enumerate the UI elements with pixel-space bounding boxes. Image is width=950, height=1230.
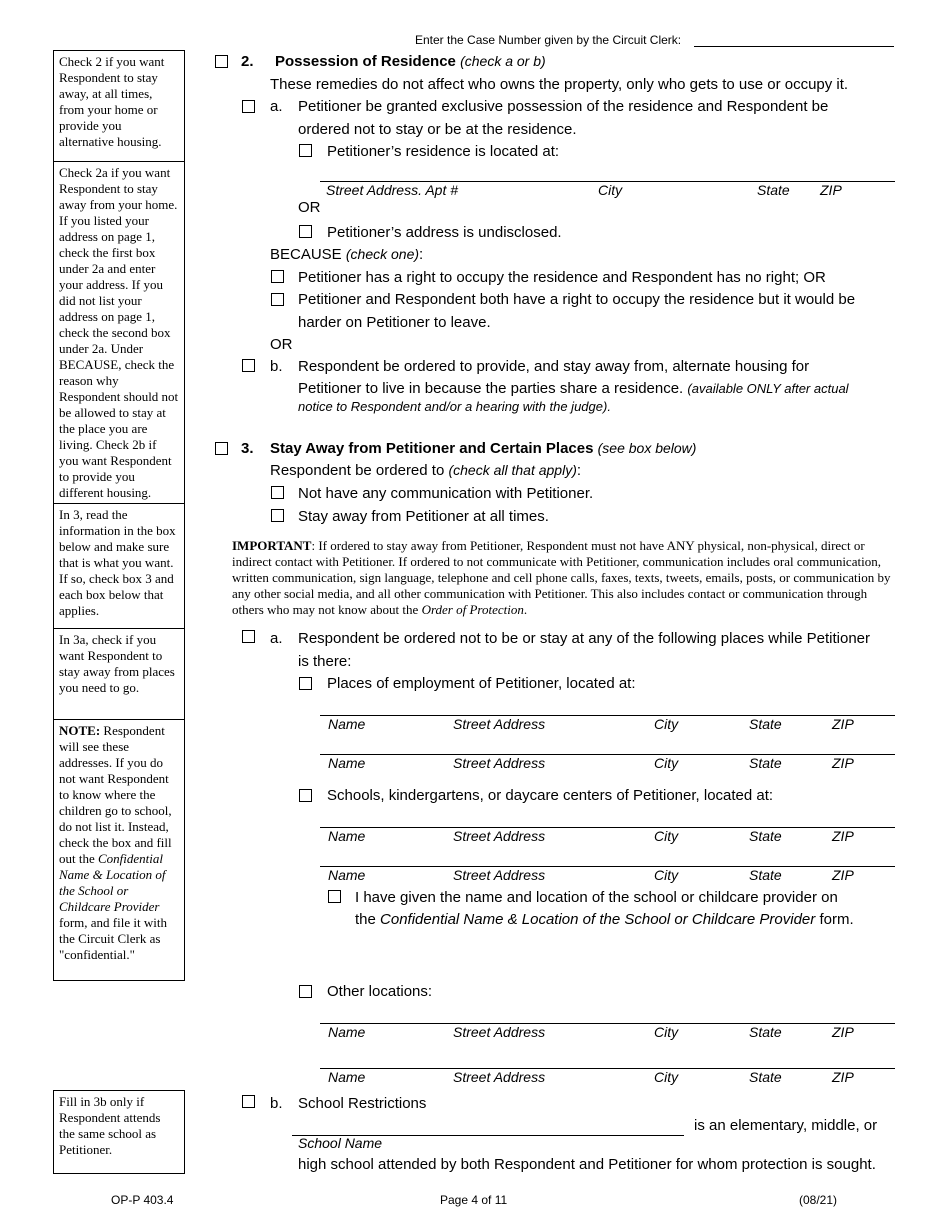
note-label: NOTE: (59, 723, 101, 738)
section3-checkbox[interactable] (215, 442, 228, 455)
section3-heading (270, 440, 696, 457)
col-street-label: Street Address (453, 828, 546, 844)
col-zip-label: ZIP (832, 828, 854, 844)
col-city-label: City (654, 1024, 679, 1040)
section3a-line1: Respondent be ordered not to be or stay at any of the following places while Petitioner (298, 630, 871, 647)
undisclosed-label: Petitioner’s address is undisclosed. (327, 224, 562, 241)
col-state-label: State (749, 867, 782, 883)
important-text: : If ordered to stay away from Petitioner, Respondent must not have ANY physical, non-physical, direct or indirect contact with Petitioner. If ordered to not communicate with Petitioner, communication includes oral communication, written communication, sign language, telephone and cell phone calls, faxes, texts, tweets, emails, posts, or communication by any other social media, and all other communication with Petitioner. This also includes contact or communication through others who may not know about the (232, 538, 891, 617)
section3-intro-colon: : (576, 462, 582, 479)
employment-row-2-field[interactable] (320, 754, 895, 755)
col-city-label: City (654, 755, 679, 771)
section2a-line2: ordered not to stay or be at the residence. (298, 121, 577, 138)
section2a-label: a. (270, 98, 283, 115)
because-heading (270, 246, 423, 263)
section2-heading (275, 53, 546, 70)
col-state-label: State (749, 1069, 782, 1085)
note-text-1: Respondent will see these addresses. If you do not want Respondent to know where the children go to school, do not list it. Instead, check the box and fill out the (59, 723, 172, 866)
section2-checkbox[interactable] (215, 55, 228, 68)
reason2-line2: harder on Petitioner to leave. (298, 314, 491, 331)
col-street-label: Street Address (453, 867, 546, 883)
section2a-line1: Petitioner be granted exclusive possession of the residence and Respondent be (298, 98, 829, 115)
important-notice (232, 538, 892, 618)
col-state-label: State (749, 1024, 782, 1040)
col-zip-label: ZIP (832, 1024, 854, 1040)
col-zip-label: ZIP (832, 1069, 854, 1085)
note-text-2: form, and file it with the Circuit Clerk as "confidential." (59, 915, 167, 962)
reason1-checkbox[interactable] (271, 270, 284, 283)
because-colon: : (419, 246, 424, 263)
stay-away-checkbox[interactable] (271, 509, 284, 522)
col-state-label: State (749, 828, 782, 844)
form-id: OP-P 403.4 (111, 1193, 174, 1207)
sidebar-box-section3: In 3, read the information in the box below and make sure that is what you want. If so, check box 3 and each box below that applies. (54, 503, 184, 628)
case-number-label: Enter the Case Number given by the Circuit Clerk: (415, 33, 682, 47)
confidential-line1: I have given the name and location of the school or childcare provider on (355, 889, 838, 906)
because-hint: (check one) (345, 246, 420, 262)
col-zip-label: ZIP (832, 755, 854, 771)
school-row-2-field[interactable] (320, 866, 895, 867)
section3a-line2: is there: (298, 653, 352, 670)
schools-label: Schools, kindergartens, or daycare centers of Petitioner, located at: (327, 787, 774, 804)
section2-intro: These remedies do not affect who owns the property, only who gets to use or occupy it. (270, 76, 849, 93)
col-name-label: Name (328, 755, 366, 771)
section3-number: 3. (241, 440, 254, 457)
sidebar-box-note (54, 719, 184, 980)
other-row-1-field[interactable] (320, 1023, 895, 1024)
section3-intro-hint: (check all that apply) (448, 462, 577, 478)
addr-zip-label: ZIP (820, 182, 842, 198)
other-row-2-field[interactable] (320, 1068, 895, 1069)
col-state-label: State (749, 716, 782, 732)
confidential-line2 (355, 911, 854, 928)
section3b-title: School Restrictions (298, 1095, 427, 1112)
col-street-label: Street Address (453, 755, 546, 771)
school-name-label: School Name (298, 1135, 383, 1151)
sidebar-box-section3a: In 3a, check if you want Respondent to stay away from places you need to go. (54, 628, 184, 719)
section3b-line2: high school attended by both Respondent and Petitioner for whom protection is sought. (298, 1156, 876, 1173)
or-label-1: OR (298, 199, 321, 216)
sidebar-instructions (53, 50, 185, 981)
reason1-label: Petitioner has a right to occupy the residence and Respondent has no right; OR (298, 269, 826, 286)
col-name-label: Name (328, 867, 366, 883)
section3-hint: (see box below) (597, 440, 697, 456)
undisclosed-checkbox[interactable] (299, 225, 312, 238)
section3a-checkbox[interactable] (242, 630, 255, 643)
col-city-label: City (654, 867, 679, 883)
section3-title: Stay Away from Petitioner and Certain Places (270, 440, 594, 457)
no-communication-label: Not have any communication with Petitioner. (298, 485, 594, 502)
residence-located-label: Petitioner’s residence is located at: (327, 143, 560, 160)
because-label: BECAUSE (270, 246, 342, 263)
col-city-label: City (654, 716, 679, 732)
case-number-field[interactable] (694, 46, 894, 47)
other-locations-checkbox[interactable] (299, 985, 312, 998)
addr-street-label: Street Address. Apt # (326, 182, 459, 198)
col-name-label: Name (328, 1024, 366, 1040)
important-end: . (523, 602, 528, 617)
employment-checkbox[interactable] (299, 677, 312, 690)
no-communication-checkbox[interactable] (271, 486, 284, 499)
section2b-line2 (298, 380, 849, 397)
other-locations-label: Other locations: (327, 983, 433, 1000)
section3-intro-text: Respondent be ordered to (270, 462, 445, 479)
section3b-tail: is an elementary, middle, or (694, 1117, 878, 1134)
addr-city-label: City (598, 182, 623, 198)
col-state-label: State (749, 755, 782, 771)
stay-away-label: Stay away from Petitioner at all times. (298, 508, 549, 525)
confidential-form-checkbox[interactable] (328, 890, 341, 903)
addr-state-label: State (757, 182, 790, 198)
employment-label: Places of employment of Petitioner, located at: (327, 675, 636, 692)
important-label: IMPORTANT (232, 538, 312, 553)
col-name-label: Name (328, 828, 366, 844)
section3b-label: b. (270, 1095, 283, 1112)
section2a-checkbox[interactable] (242, 100, 255, 113)
sidebar-box-section2: Check 2 if you want Respondent to stay away, at all times, from your home or provide you alternative housing. (59, 54, 165, 149)
confidential-the: the (355, 911, 376, 928)
col-city-label: City (654, 828, 679, 844)
sidebar-box-section3b: Fill in 3b only if Respondent attends the same school as Petitioner. (53, 1090, 185, 1174)
residence-located-checkbox[interactable] (299, 144, 312, 157)
col-name-label: Name (328, 1069, 366, 1085)
or-label-2: OR (270, 336, 293, 353)
col-street-label: Street Address (453, 1024, 546, 1040)
reason2-line1: Petitioner and Respondent both have a right to occupy the residence but it would be (298, 291, 856, 308)
section3b-checkbox[interactable] (242, 1095, 255, 1108)
section2b-line1: Respondent be ordered to provide, and stay away from, alternate housing for (298, 358, 810, 375)
section2b-note-1: (available ONLY after actual (687, 381, 849, 396)
col-name-label: Name (328, 716, 366, 732)
section2b-line2-text: Petitioner to live in because the parties share a residence. (298, 380, 684, 397)
section2-number: 2. (241, 53, 254, 70)
col-zip-label: ZIP (832, 867, 854, 883)
important-order-name: Order of Protection (421, 602, 524, 617)
section2b-checkbox[interactable] (242, 359, 255, 372)
section2b-note-2: notice to Respondent and/or a hearing with the judge). (298, 399, 611, 414)
confidential-form-name: Confidential Name & Location of the School or Childcare Provider (380, 911, 816, 928)
sidebar-box-section2a: Check 2a if you want Respondent to stay away from your home. If you listed your address on page 1, check the first box under 2a and enter your address. If you did not list your address on page 1, check the second box under 2a. Under BECAUSE, check the reason why Respondent should not be allowed to stay at the place you are living. Check 2b if you want Respondent to provide you different housing. (54, 161, 184, 503)
col-street-label: Street Address (453, 716, 546, 732)
col-street-label: Street Address (453, 1069, 546, 1085)
reason2-checkbox[interactable] (271, 293, 284, 306)
section3a-label: a. (270, 630, 283, 647)
employment-row-1-field[interactable] (320, 715, 895, 716)
section2b-label: b. (270, 358, 283, 375)
confidential-form-word: form. (819, 911, 854, 928)
section3-intro (270, 462, 581, 479)
revision-date: (08/21) (799, 1193, 838, 1207)
schools-checkbox[interactable] (299, 789, 312, 802)
page-number: Page 4 of 11 (440, 1193, 508, 1207)
col-zip-label: ZIP (832, 716, 854, 732)
col-city-label: City (654, 1069, 679, 1085)
section2-hint: (check a or b) (460, 53, 546, 69)
school-row-1-field[interactable] (320, 827, 895, 828)
note-form-name: Confidential Name & Location of the School or Childcare Provider (59, 851, 166, 914)
section2-title: Possession of Residence (275, 53, 456, 70)
